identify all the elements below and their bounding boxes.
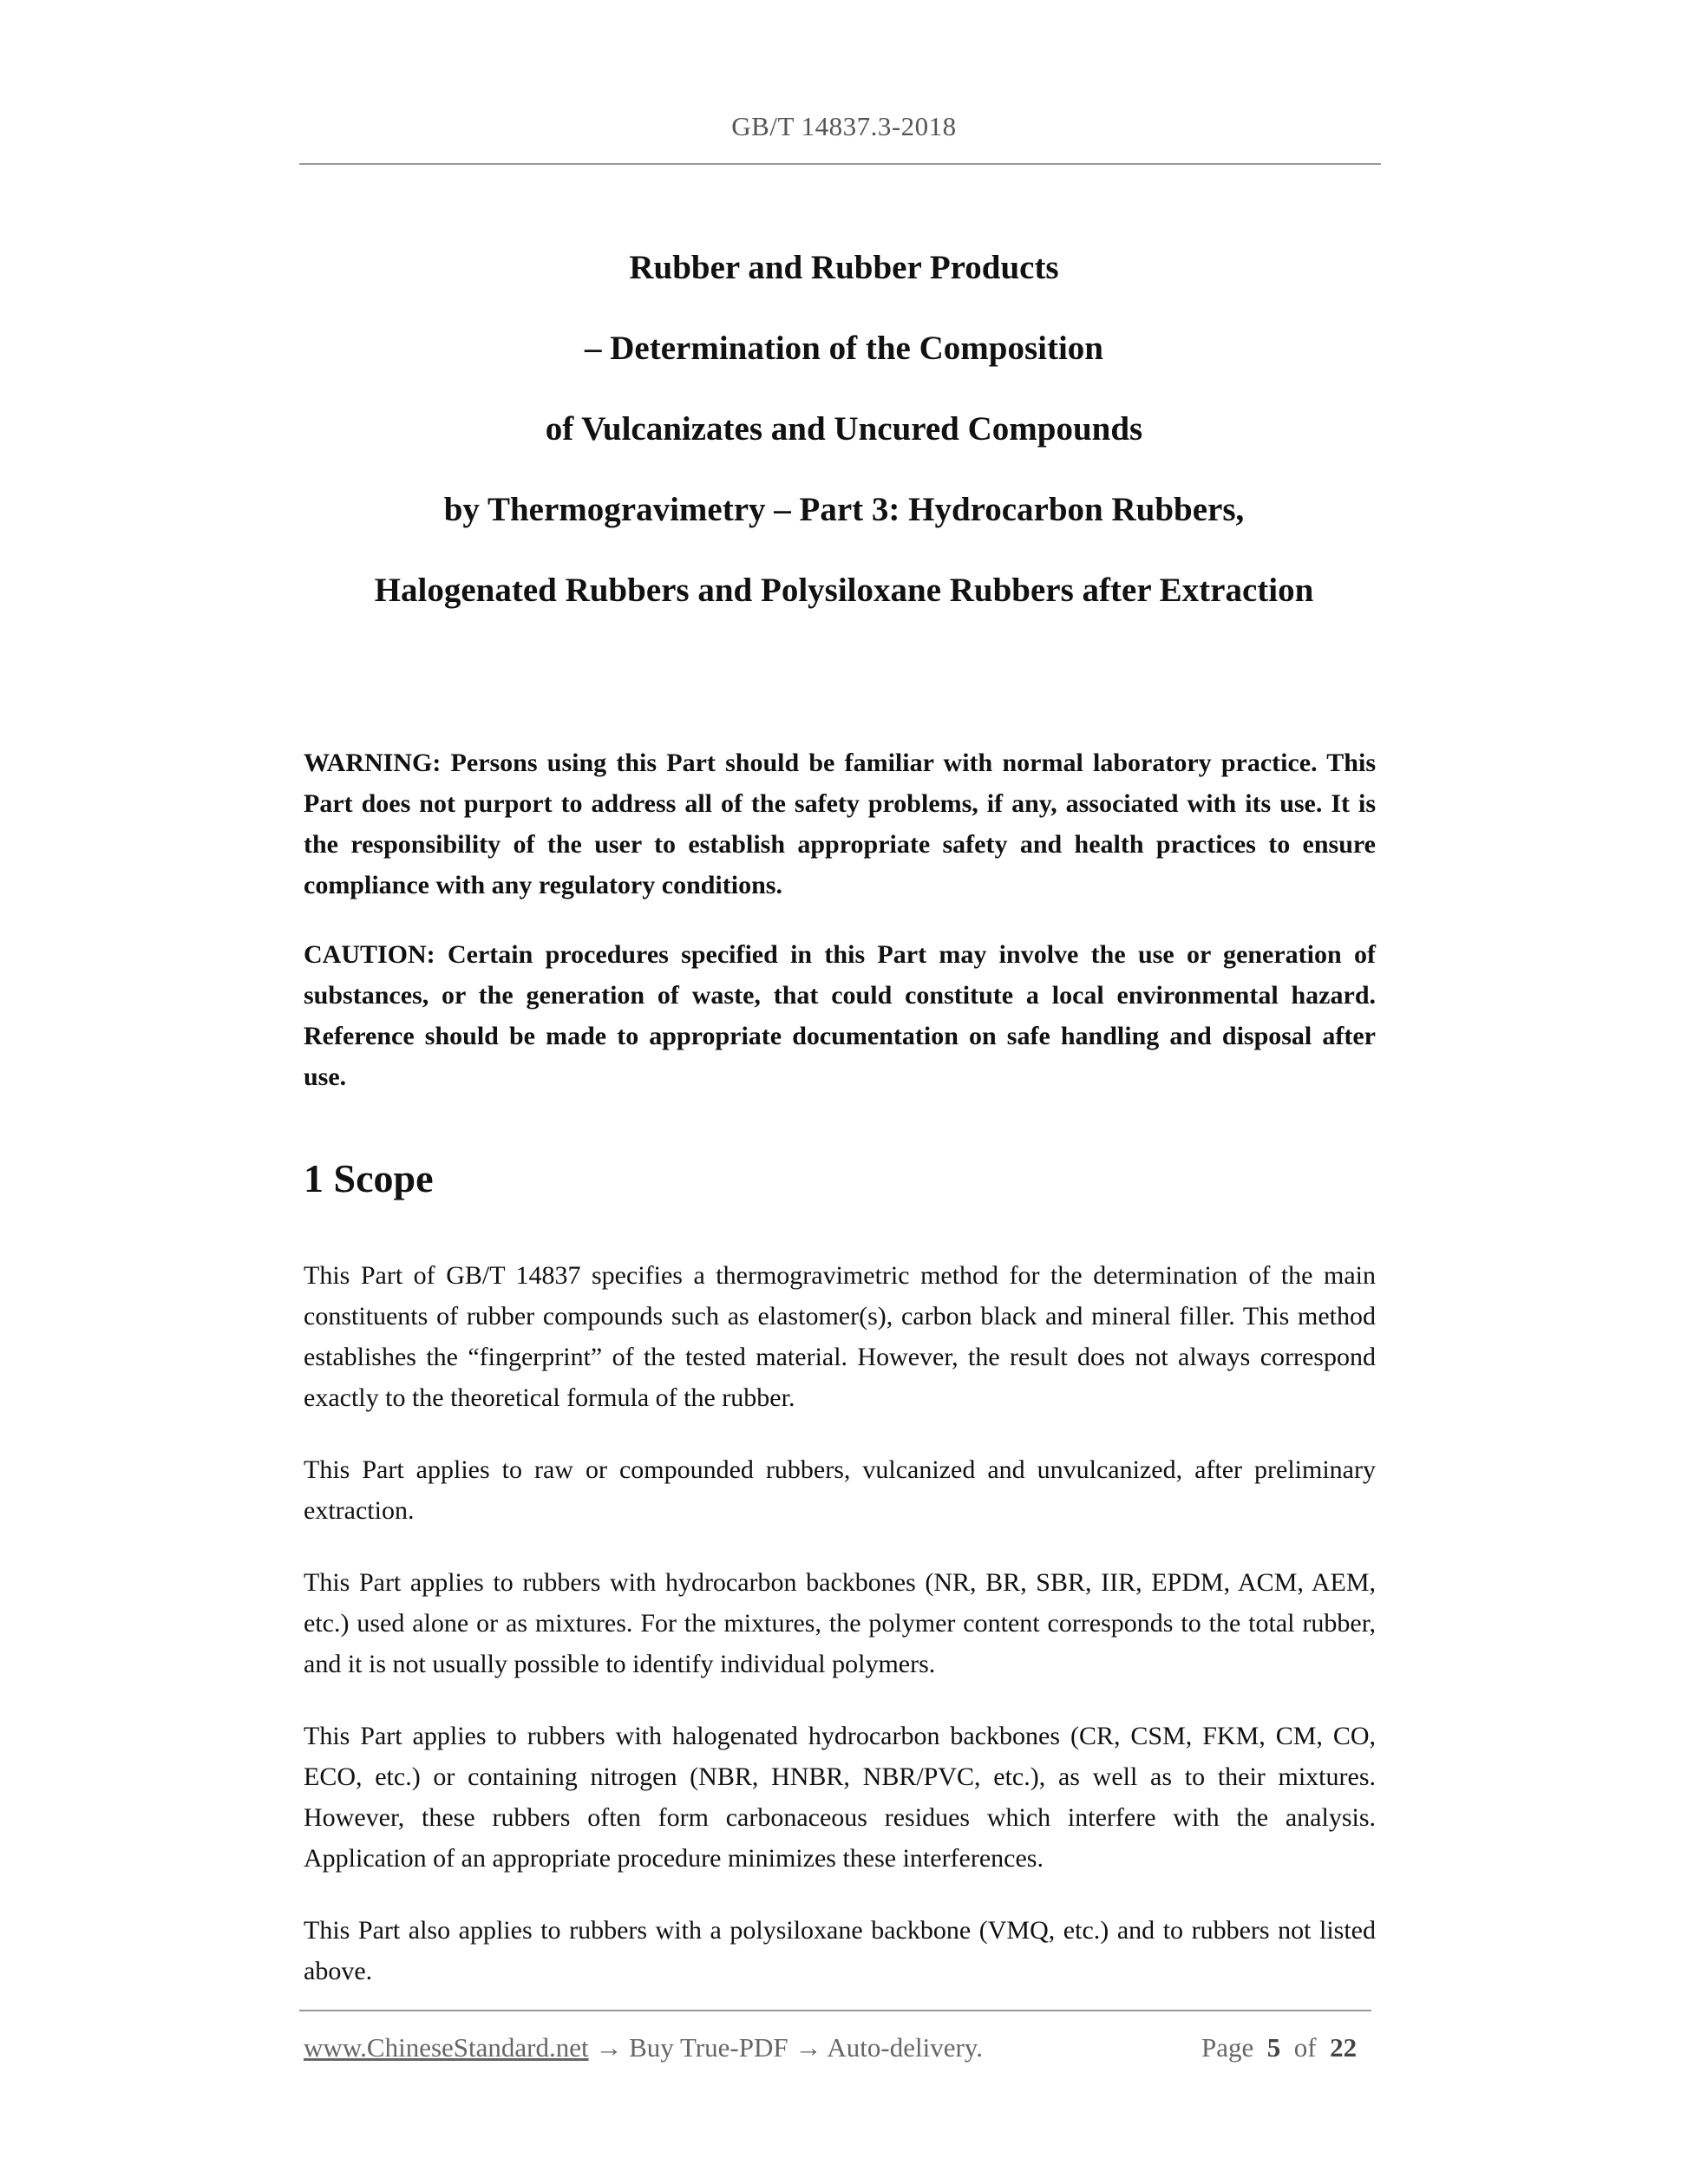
title-line: by Thermogravimetry – Part 3: Hydrocarbon Rubbers, (443, 491, 1245, 528)
buy-true-pdf-text: Buy True-PDF (629, 2032, 788, 2063)
document-body (304, 742, 1376, 2023)
total-page-count: 22 (1330, 2032, 1358, 2063)
section-heading-scope: 1 Scope (304, 1156, 434, 1200)
website-link[interactable]: www.ChineseStandard.net (304, 2032, 589, 2063)
caution-notice: CAUTION: Certain procedures specified in this Part may involve the use or generation of substances, or the generation of waste, that could constitute a local environmental hazard. Reference should be made to appropriate documentation on safe handling and disposal after use. (304, 940, 1376, 1091)
auto-delivery-text: Auto-delivery. (827, 2032, 984, 2063)
page-indicator (1201, 2032, 1357, 2063)
footer-promo (304, 2032, 983, 2063)
title-line: – Determination of the Composition (585, 330, 1103, 367)
scope-paragraph: This Part applies to raw or compounded rubbers, vulcanized and unvulcanized, after preliminary extraction. (304, 1455, 1376, 1525)
scope-paragraph: This Part also applies to rubbers with a polysiloxane backbone (VMQ, etc.) and to rubbers not listed above. (304, 1916, 1376, 1985)
warning-notice: WARNING: Persons using this Part should be familiar with normal laboratory practice. This Part does not purport to address all of the safety problems, if any, associated with its use. It is the responsibility of the user to establish appropriate safety and health practices to ensure compliance with any regulatory conditions. (304, 749, 1376, 899)
scope-paragraph: This Part applies to rubbers with hydrocarbon backbones (NR, BR, SBR, IIR, EPDM, ACM, AEM, etc.) used alone or as mixtures. For the mixtures, the polymer content corresponds to the total rubber, and it is not usually possible to identify individual polymers. (304, 1568, 1376, 1678)
scope-paragraph: This Part of GB/T 14837 specifies a thermogravimetric method for the determination of the main constituents of rubber compounds such as elastomer(s), carbon black and mineral filler. This method establishes the “fingerprint” of the tested material. However, the result does not always correspond exactly to the theoretical formula of the rubber. (304, 1261, 1376, 1412)
footer-divider (299, 2010, 1371, 2011)
title-line: of Vulcanizates and Uncured Compounds (545, 410, 1143, 448)
scope-paragraph: This Part applies to rubbers with halogenated hydrocarbon backbones (CR, CSM, FKM, CM, CO, ECO, etc.) or containing nitrogen (NBR, HNBR, NBR/PVC, etc.), as well as to their mixtures. However, these rubbers often form carbonaceous residues which interfere with the analysis. Application of an appropriate procedure minimizes these interferences. (304, 1722, 1376, 1873)
arrow-right-icon: → (595, 2032, 623, 2063)
of-label: of (1293, 2032, 1317, 2063)
current-page-number: 5 (1266, 2032, 1281, 2063)
title-line: Rubber and Rubber Products (629, 249, 1059, 286)
header-divider (299, 163, 1381, 165)
page-label: Page (1201, 2032, 1254, 2063)
title-line: Halogenated Rubbers and Polysiloxane Rubbers after Extraction (374, 572, 1314, 609)
document-code-header: GB/T 14837.3-2018 (731, 111, 957, 141)
arrow-right-icon: → (795, 2032, 822, 2063)
document-title (260, 227, 1428, 631)
